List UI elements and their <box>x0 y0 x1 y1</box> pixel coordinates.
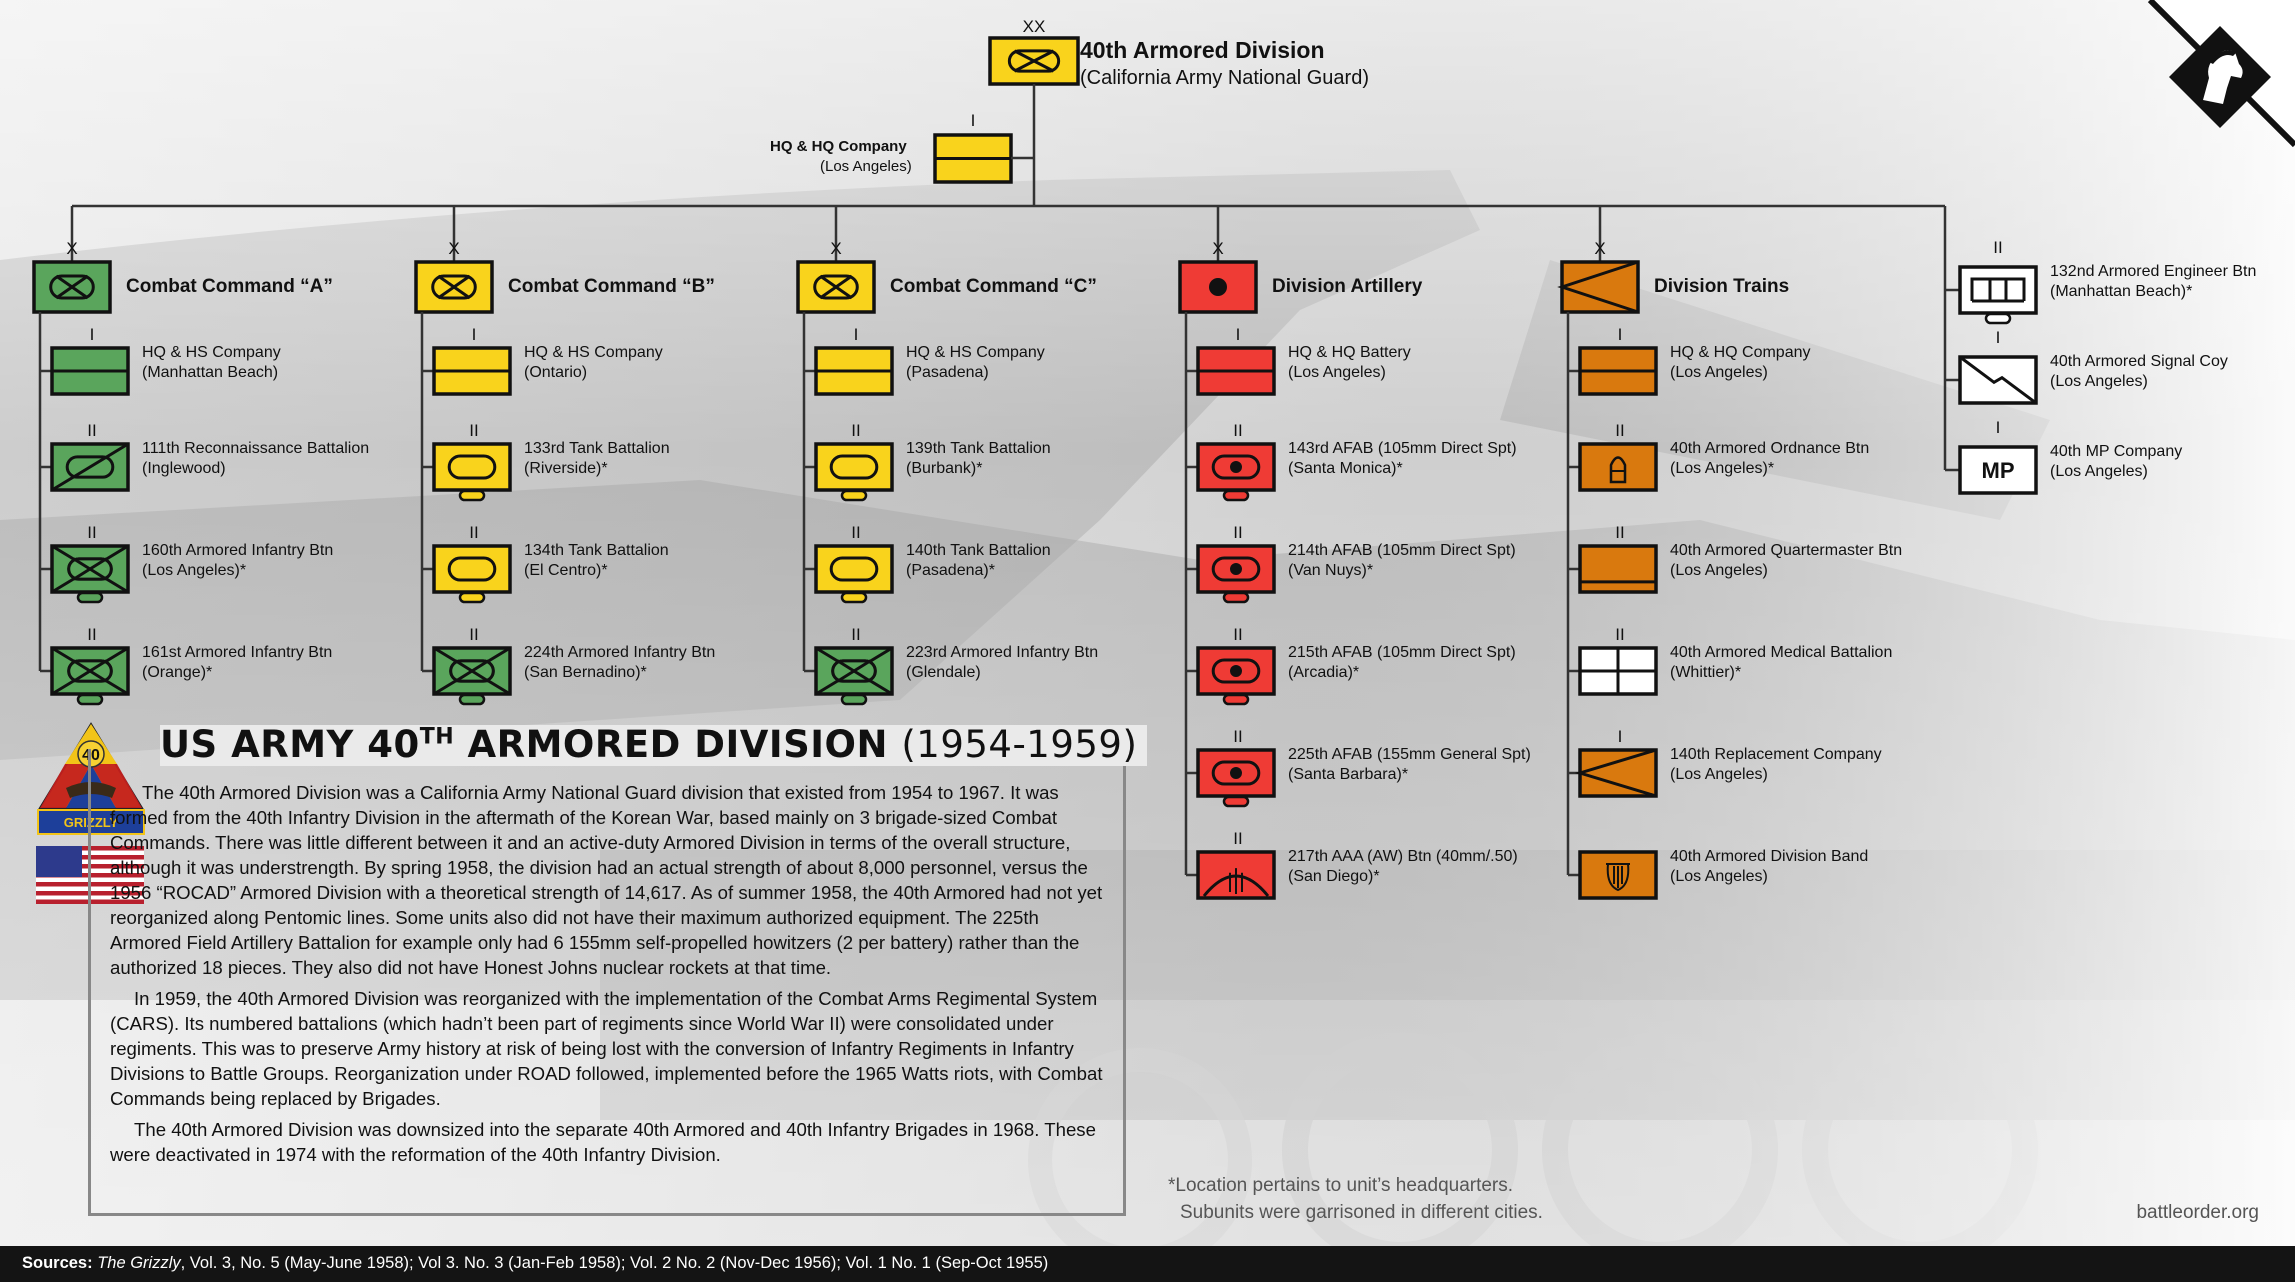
echelon-mark: II <box>1233 625 1243 644</box>
echelon-mark: II <box>1233 523 1243 542</box>
unit-symbol-hq <box>935 135 1011 182</box>
unit-symbol-engineer <box>1960 267 2036 323</box>
unit-symbol-tank <box>434 546 510 602</box>
essay-title <box>160 725 1147 766</box>
unit-location: (Los Angeles) <box>1670 766 1768 783</box>
title-rest: ARMORED DIVISION <box>454 723 902 766</box>
horse-head-icon <box>2165 22 2275 132</box>
unit-name: 160th Armored Infantry Btn <box>142 542 334 559</box>
column-name-3: Division Artillery <box>1272 276 1423 297</box>
unit-symbol-inf-armor <box>416 262 492 312</box>
echelon-mark: X <box>1212 239 1224 258</box>
unit-name: 40th Armored Medical Battalion <box>1670 644 1893 661</box>
echelon-mark: II <box>1615 421 1625 440</box>
essay-body <box>110 780 1110 1173</box>
unit-symbol-hq <box>1580 348 1656 394</box>
echelon-mark: II <box>87 421 97 440</box>
unit-name: 40th Armored Signal Coy <box>2050 353 2228 370</box>
unit-symbol-hq <box>1198 348 1274 394</box>
unit-location: (Los Angeles)* <box>1670 460 1775 477</box>
echelon-mark: I <box>1995 328 2001 347</box>
unit-location: (Orange)* <box>142 664 213 681</box>
unit-location: (Santa Barbara)* <box>1288 766 1409 783</box>
sources-label: Sources: <box>22 1254 93 1272</box>
unit-location: (Arcadia)* <box>1288 664 1360 681</box>
unit-symbol-tank <box>816 546 892 602</box>
unit-location: (Los Angeles) <box>1670 868 1768 885</box>
echelon-mark: II <box>1615 523 1625 542</box>
echelon-mark: II <box>851 523 861 542</box>
sources-title: The Grizzly <box>97 1254 181 1272</box>
unit-location: (San Diego)* <box>1288 868 1380 885</box>
column-name-1: Combat Command “B” <box>508 276 715 297</box>
unit-name: 161st Armored Infantry Btn <box>142 644 333 661</box>
unit-symbol-hq <box>816 348 892 394</box>
unit-symbol-mech-inf <box>52 546 128 602</box>
essay-paragraph: The 40th Armored Division was downsized into the separate 40th Armored and 40th Infantry Brigades in 1968. These were deactivated in 1974 with the reformation of the 40th Infantry Division. <box>110 1119 1096 1165</box>
unit-symbol-ordnance <box>1580 444 1656 490</box>
echelon-mark: II <box>1233 421 1243 440</box>
unit-name: HQ & HQ Company <box>1670 344 1811 361</box>
unit-location: (Manhattan Beach)* <box>2050 283 2193 300</box>
unit-location: (Los Angeles)* <box>142 562 247 579</box>
unit-location: (Riverside)* <box>524 460 608 477</box>
unit-location: (Pasadena) <box>906 364 989 381</box>
essay-paragraph: The 40th Armored Division was a California Army National Guard division that existed from 1954 to 1967. It was formed from the 40th Infantry Division in the aftermath of the Korean War, based mainly on 3 brigade-sized Combat Commands. There was little different between it and an active-duty Armored Division in terms of the overall structure, although it was understrength. By spring 1958, the division had an actual strength of about 8,000 personnel, versus the 1956 “ROCAD” Armored Division with a theoretical strength of 14,617. As of summer 1958, the 40th Armored had not yet reorganized along Pentomic lines. Some units also did not have their maximum authorized equipment. The 225th Armored Field Artillery Battalion for example only had 6 155mm self-propelled howitzers (2 per battery) rather than the authorized 18 pieces. They also did not have Honest Johns nuclear rockets at that time. <box>110 782 1103 978</box>
division-hq-loc: (Los Angeles) <box>820 158 912 175</box>
unit-name: HQ & HQ Battery <box>1288 344 1411 361</box>
footnote <box>1168 1172 1543 1226</box>
title-years: (1954-1959) <box>901 723 1138 766</box>
unit-name: 140th Replacement Company <box>1670 746 1882 763</box>
unit-symbol-trains <box>1562 262 1638 312</box>
unit-name: 215th AFAB (105mm Direct Spt) <box>1288 644 1516 661</box>
unit-symbol-quartermaster <box>1580 546 1656 592</box>
footnote-line: Subunits were garrisoned in different cities. <box>1180 1202 1543 1223</box>
unit-symbol-recon <box>52 444 128 490</box>
division-name: 40th Armored Division <box>1080 37 1325 63</box>
unit-name: 224th Armored Infantry Btn <box>524 644 716 661</box>
unit-location: (Inglewood) <box>142 460 226 477</box>
echelon-mark: II <box>851 421 861 440</box>
unit-name: 40th Armored Ordnance Btn <box>1670 440 1870 457</box>
unit-symbol-sp-artillery <box>1198 546 1274 602</box>
unit-name: 139th Tank Battalion <box>906 440 1051 457</box>
unit-symbol-sp-artillery <box>1198 648 1274 704</box>
unit-name: 111th Reconnaissance Battalion <box>142 440 370 457</box>
echelon-mark: II <box>87 523 97 542</box>
unit-location: (Pasadena)* <box>906 562 995 579</box>
unit-location: (El Centro)* <box>524 562 608 579</box>
unit-location: (Burbank)* <box>906 460 983 477</box>
unit-symbol-mp <box>1960 447 2036 493</box>
unit-symbol-inf-armor <box>798 262 874 312</box>
column-name-0: Combat Command “A” <box>126 276 333 297</box>
echelon-mark: II <box>1233 829 1243 848</box>
unit-name: 40th MP Company <box>2050 443 2183 460</box>
echelon-mark: I <box>471 325 477 344</box>
echelon-mark: I <box>89 325 95 344</box>
patch-number: 40 <box>82 747 100 764</box>
unit-location: (Los Angeles) <box>1670 364 1768 381</box>
echelon-mark: X <box>66 239 78 258</box>
unit-location: (Whittier)* <box>1670 664 1742 681</box>
echelon-mark: II <box>1233 727 1243 746</box>
unit-symbol-band <box>1580 852 1656 898</box>
echelon-mark: II <box>1993 238 2003 257</box>
unit-symbol-inf-armor <box>34 262 110 312</box>
unit-name: HQ & HS Company <box>142 344 281 361</box>
unit-name: HQ & HS Company <box>906 344 1045 361</box>
unit-symbol-aaa <box>1198 852 1274 898</box>
echelon-mark: II <box>469 523 479 542</box>
division-subtitle: (California Army National Guard) <box>1080 67 1369 89</box>
unit-name: 132nd Armored Engineer Btn <box>2050 263 2257 280</box>
unit-name: 140th Tank Battalion <box>906 542 1051 559</box>
sources-bar <box>0 1246 2295 1282</box>
echelon-mark: II <box>87 625 97 644</box>
unit-name: 40th Armored Quartermaster Btn <box>1670 542 1903 559</box>
unit-name: 133rd Tank Battalion <box>524 440 670 457</box>
column-name-2: Combat Command “C” <box>890 276 1097 297</box>
unit-name: 134th Tank Battalion <box>524 542 669 559</box>
unit-symbol-sp-artillery <box>1198 444 1274 500</box>
unit-symbol-sp-artillery <box>1198 750 1274 806</box>
patch-scroll: GRIZZLY <box>63 815 119 830</box>
echelon-mark: XX <box>1022 17 1046 36</box>
unit-name: 225th AFAB (155mm General Spt) <box>1288 746 1531 763</box>
unit-symbol-trains <box>1580 750 1656 796</box>
unit-name: 214th AFAB (105mm Direct Spt) <box>1288 542 1516 559</box>
unit-location: (Ontario) <box>524 364 588 381</box>
footnote-line: *Location pertains to unit’s headquarters. <box>1168 1175 1514 1196</box>
echelon-mark: I <box>853 325 859 344</box>
unit-name: 217th AAA (AW) Btn (40mm/.50) <box>1288 848 1518 865</box>
echelon-mark: II <box>469 625 479 644</box>
unit-name: HQ & HS Company <box>524 344 663 361</box>
unit-name: 223rd Armored Infantry Btn <box>906 644 1099 661</box>
unit-location: (Los Angeles) <box>2050 463 2148 480</box>
unit-symbol-inf-armor <box>990 38 1078 84</box>
unit-symbol-hq <box>434 348 510 394</box>
echelon-mark: II <box>469 421 479 440</box>
unit-name: 40th Armored Division Band <box>1670 848 1869 865</box>
unit-location: (Los Angeles) <box>1288 364 1386 381</box>
battleorder-logo <box>2165 22 2275 132</box>
unit-symbol-mech-inf <box>434 648 510 704</box>
unit-symbol-tank <box>434 444 510 500</box>
unit-symbol-hq <box>52 348 128 394</box>
echelon-mark: I <box>1617 325 1623 344</box>
echelon-mark: I <box>1235 325 1241 344</box>
unit-location: (Glendale) <box>906 664 981 681</box>
site-link[interactable]: battleorder.org <box>2136 1202 2259 1223</box>
echelon-mark: I <box>970 111 976 130</box>
echelon-mark: II <box>851 625 861 644</box>
division-hq-name: HQ & HQ Company <box>770 138 907 155</box>
unit-symbol-medical <box>1580 648 1656 694</box>
svg-text:MP: MP <box>1981 458 2015 483</box>
unit-location: (Santa Monica)* <box>1288 460 1403 477</box>
unit-location: (Los Angeles) <box>2050 373 2148 390</box>
echelon-mark: I <box>1617 727 1623 746</box>
echelon-mark: X <box>830 239 842 258</box>
unit-symbol-tank <box>816 444 892 500</box>
echelon-mark: I <box>1995 418 2001 437</box>
unit-location: (Los Angeles) <box>1670 562 1768 579</box>
essay-paragraph: In 1959, the 40th Armored Division was reorganized with the implementation of the Combat Arms Regimental System (CARS). Its numbered battalions (which hadn’t been part of regiments since World War II) were consolidated under regiments. This was to preserve Army history at risk of being lost with the conversion of Infantry Regiments in Infantry Divisions to Battle Groups. Reorganization under ROAD followed, implemented before the 1965 Watts riots, with Combat Commands being replaced by Brigades. <box>110 988 1103 1109</box>
sources-text: , Vol. 3, No. 5 (May-June 1958); Vol 3. No. 3 (Jan-Feb 1958); Vol. 2 No. 2 (Nov-Dec 1956); Vol. 1 No. 1 (Sep-Oct 1955) <box>180 1254 1049 1272</box>
unit-symbol-mech-inf <box>816 648 892 704</box>
echelon-mark: X <box>448 239 460 258</box>
unit-location: (San Bernadino)* <box>524 664 647 681</box>
unit-location: (Manhattan Beach) <box>142 364 279 381</box>
title-main: US ARMY 40 <box>160 723 420 766</box>
unit-name: 143rd AFAB (105mm Direct Spt) <box>1288 440 1517 457</box>
echelon-mark: X <box>1594 239 1606 258</box>
title-sup: TH <box>419 724 455 750</box>
unit-symbol-signal <box>1960 357 2036 403</box>
column-name-4: Division Trains <box>1654 276 1790 297</box>
echelon-mark: II <box>1615 625 1625 644</box>
unit-location: (Van Nuys)* <box>1288 562 1374 579</box>
unit-symbol-artillery <box>1180 262 1256 312</box>
unit-symbol-mech-inf <box>52 648 128 704</box>
